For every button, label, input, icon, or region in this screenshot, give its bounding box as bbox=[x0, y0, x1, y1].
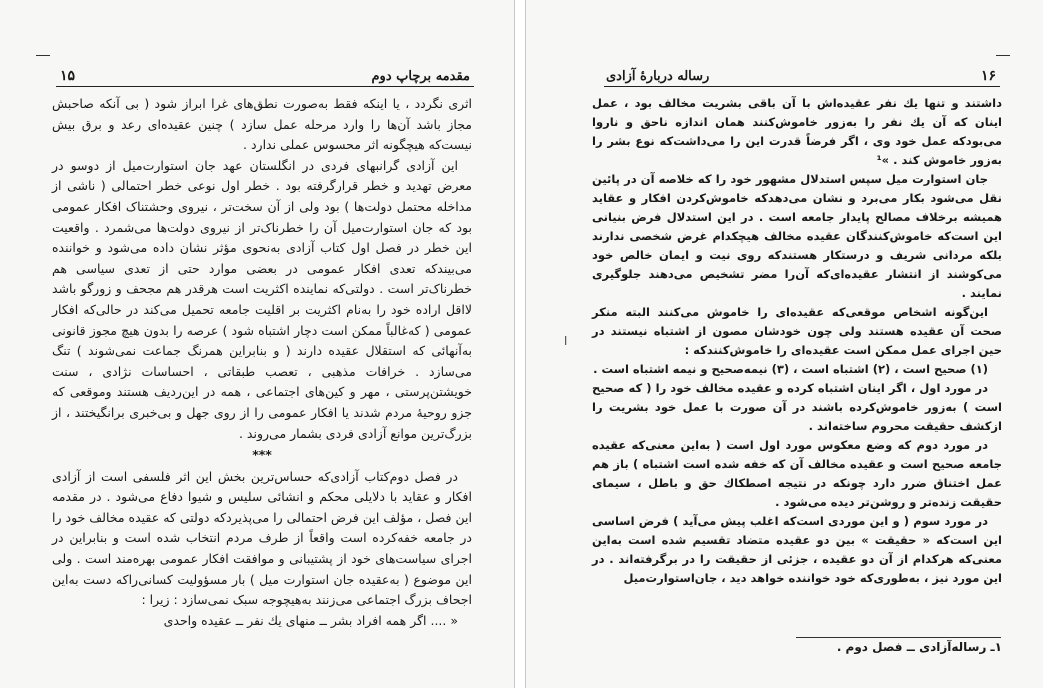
page-number: ۱۶ bbox=[980, 68, 996, 84]
paragraph: این‌گونه اشخاص موقعی‌که عقیده‌ای را خاموش می‌کنند البته منکر صحت آن عقیده هستند ولی چون خودشان مصون از اشتباه نیستند در حین اجرای عمل ممکن است عقیده‌ای را خاموش‌کنندکه : bbox=[592, 305, 1002, 357]
paragraph: در مورد دوم که وضع معکوس مورد اول است ( به‌این معنی‌که عقیده جامعه صحیح است و عقیده مخالف آن که خفه شده است اشتباه ) باز هم عمل اختناق ضرر دارد چونکه در نتیجه اصطکاك حق و باطل ، سیمای حقیقت زنده‌تر و روشن‌تر دیده می‌شود . bbox=[592, 438, 1002, 509]
running-title: مقدمه برچاپ دوم bbox=[371, 69, 470, 84]
paragraph: این آزادی گرانبهای فردی در انگلستان عهد جان استوارت‌میل از دوسو در معرض تهدید و خطر قرارگرفته بود . خطر اول نوعی خطر احتمالی ( ناشی از مداخله محتمل دولت‌ها ) بود ولی از آن سخت‌تر ، نیروی وحشتناک افکار عمومی بود که جان استوارت‌میل آن را خطرناک‌تر از نیروی دولت‌ها می‌شمرد . واقعیت این خطر در فصل اول کتاب آزادی به‌نحوی مؤثر نشان داده می‌شود و خواننده می‌بیندکه تعدی افکار عمومی در بعضی موارد حتی از تعدی سیاسی هم خطرناک‌تر است . دولتی‌که نماینده اکثریت است هرقدر هم مجحف و زورگو باشد لااقل اراده خود را به‌نام اکثریت بر اقلیت جامعه تحمیل می‌کند در حالی‌که افکار عمومی ( که‌غالباً ممکن است دچار اشتباه شود ) عرصه را بدون هیچ مجوز قانونی به‌آنهائی که استقلال عقیده دارند ( و بنابراین همرنگ جماعت نمی‌شوند ) تنگ می‌سازد . خرافات مذهبی ، تعصب طبقاتی ، احساسات نژادی ، سنت خویشتن‌پرستی ، مهر و کین‌های اجتماعی ، همه در این‌ردیف هستند وموقعی که جزو روحیهٔ مردم شدند یا افکار عمومی را از روی جهل و بی‌خبری برانگیختند ، از بزرگ‌ترین موانع آزادی فردی بشمار می‌روند . bbox=[52, 157, 472, 441]
book-gutter bbox=[514, 0, 526, 688]
margin-mark: ا bbox=[564, 334, 568, 348]
right-body-text bbox=[592, 94, 1002, 588]
paragraph: جان استوارت میل سپس استدلال مشهور خود را که خلاصه آن در پائین نقل می‌شود بکار می‌برد و نشان می‌دهدکه خاموش‌کردن افکار و عقاید همیشه برخلاف مصالح پایدار جامعه است . در این استدلال فرض بنیانی این است‌که خاموش‌کنندگان عقیده مخالف هیچکدام غرض شخصی ندارند بلکه مردانی شریف و درستکار هستندکه روی نیت و ایمان خالص خود می‌کوشند از انتشار عقیده‌ای‌که آن‌را مضر تشخیص می‌دهند جلوگیری نمایند . bbox=[592, 172, 1002, 300]
crop-mark bbox=[996, 55, 1010, 56]
left-body-text bbox=[52, 94, 472, 631]
running-title: رساله دربارهٔ آزادی bbox=[606, 69, 710, 84]
left-page bbox=[0, 0, 514, 688]
paragraph: در مورد اول ، اگر اینان اشتباه کرده و عقیده مخالف خود را ( که صحیح است ) به‌زور خاموش‌کرده باشند در آن صورت با عمل خود بشریت را ازکشف حقیقت محروم ساخته‌اند . bbox=[592, 381, 1002, 433]
left-page-header bbox=[60, 62, 470, 84]
crop-mark bbox=[36, 55, 50, 56]
paragraph: داشتند و تنها یك نفر عقیده‌اش با آن باقی بشریت مخالف بود ، عمل اینان که آن یك نفر را به‌زور خاموش‌کنند همان اندازه ناحق و ناروا می‌بودکه عمل خود وی ، اگر فرضاً قدرت این را می‌داشت‌که نوع بشر را به‌زور خاموش کند . »¹ bbox=[592, 96, 1002, 167]
header-rule bbox=[56, 86, 474, 87]
header-rule bbox=[604, 86, 1000, 87]
page-number: ۱۵ bbox=[60, 68, 76, 84]
paragraph: (۱) صحیح است ، (۲) اشتباه است ، (۳) نیمه‌صحیح و نیمه اشتباه است . bbox=[593, 362, 988, 376]
paragraph: در فصل دوم‌کتاب آزادی‌که حساس‌ترین بخش این اثر فلسفی است از آزادی افکار و عقاید با دلایلی محکم و انشائی سلیس و شیوا دفاع می‌شود . در مقدمه این فصل ، مؤلف این فرض احتمالی را می‌پذیرد‌که دولتی که عقیده مخالف خود را در جامعه خفه‌کرده است واقعاً از طرف مردم انتخاب شده است و بنابراین در اجرای سیاست‌های خود از پشتیبانی و موافقت افکار عمومی بهره‌مند است . ولی این موضوع ( به‌عقیده جان استوارت میل ) بار مسؤولیت کسانی‌راکه دست به‌این اجحاف بزرگ اجتماعی می‌زنند به‌هیچوجه سبک نمی‌سازد : زیرا : bbox=[52, 468, 472, 608]
paragraph: در مورد سوم ( و این موردی است‌که اغلب پیش می‌آید ) فرض اساسی این است‌که « حقیقت » بین دو عقیده متضاد تقسیم شده است به‌این معنی‌که هرکدام از آن دو عقیده ، جزئی از حقیقت را در برگرفته‌اند . در این مورد نیز ، به‌طوری‌که خود خواننده خواهد دید ، جان‌استوارت‌میل bbox=[592, 514, 1002, 585]
right-page-header bbox=[606, 62, 996, 84]
footnote-rule bbox=[796, 637, 1001, 638]
right-page bbox=[526, 0, 1043, 688]
section-separator: *** bbox=[252, 447, 272, 463]
paragraph: « .... اگر همه افراد بشر ــ منهای یك نفر ــ عقیده واحدی bbox=[163, 612, 458, 628]
footnote: ۱ـ رساله‌آزادی ــ فصل دوم . bbox=[836, 640, 1002, 654]
paragraph: اثری نگردد ، یا اینکه فقط به‌صورت نطق‌های غرا ابراز شود ( بی آنکه صاحبش مجاز باشد آن‌ها را وارد مرحله عمل سازد ) چنین عقیده‌ای رعد و برق بیش نیست‌که هیچگونه اثر محسوس عملی ندارد . bbox=[52, 96, 472, 153]
